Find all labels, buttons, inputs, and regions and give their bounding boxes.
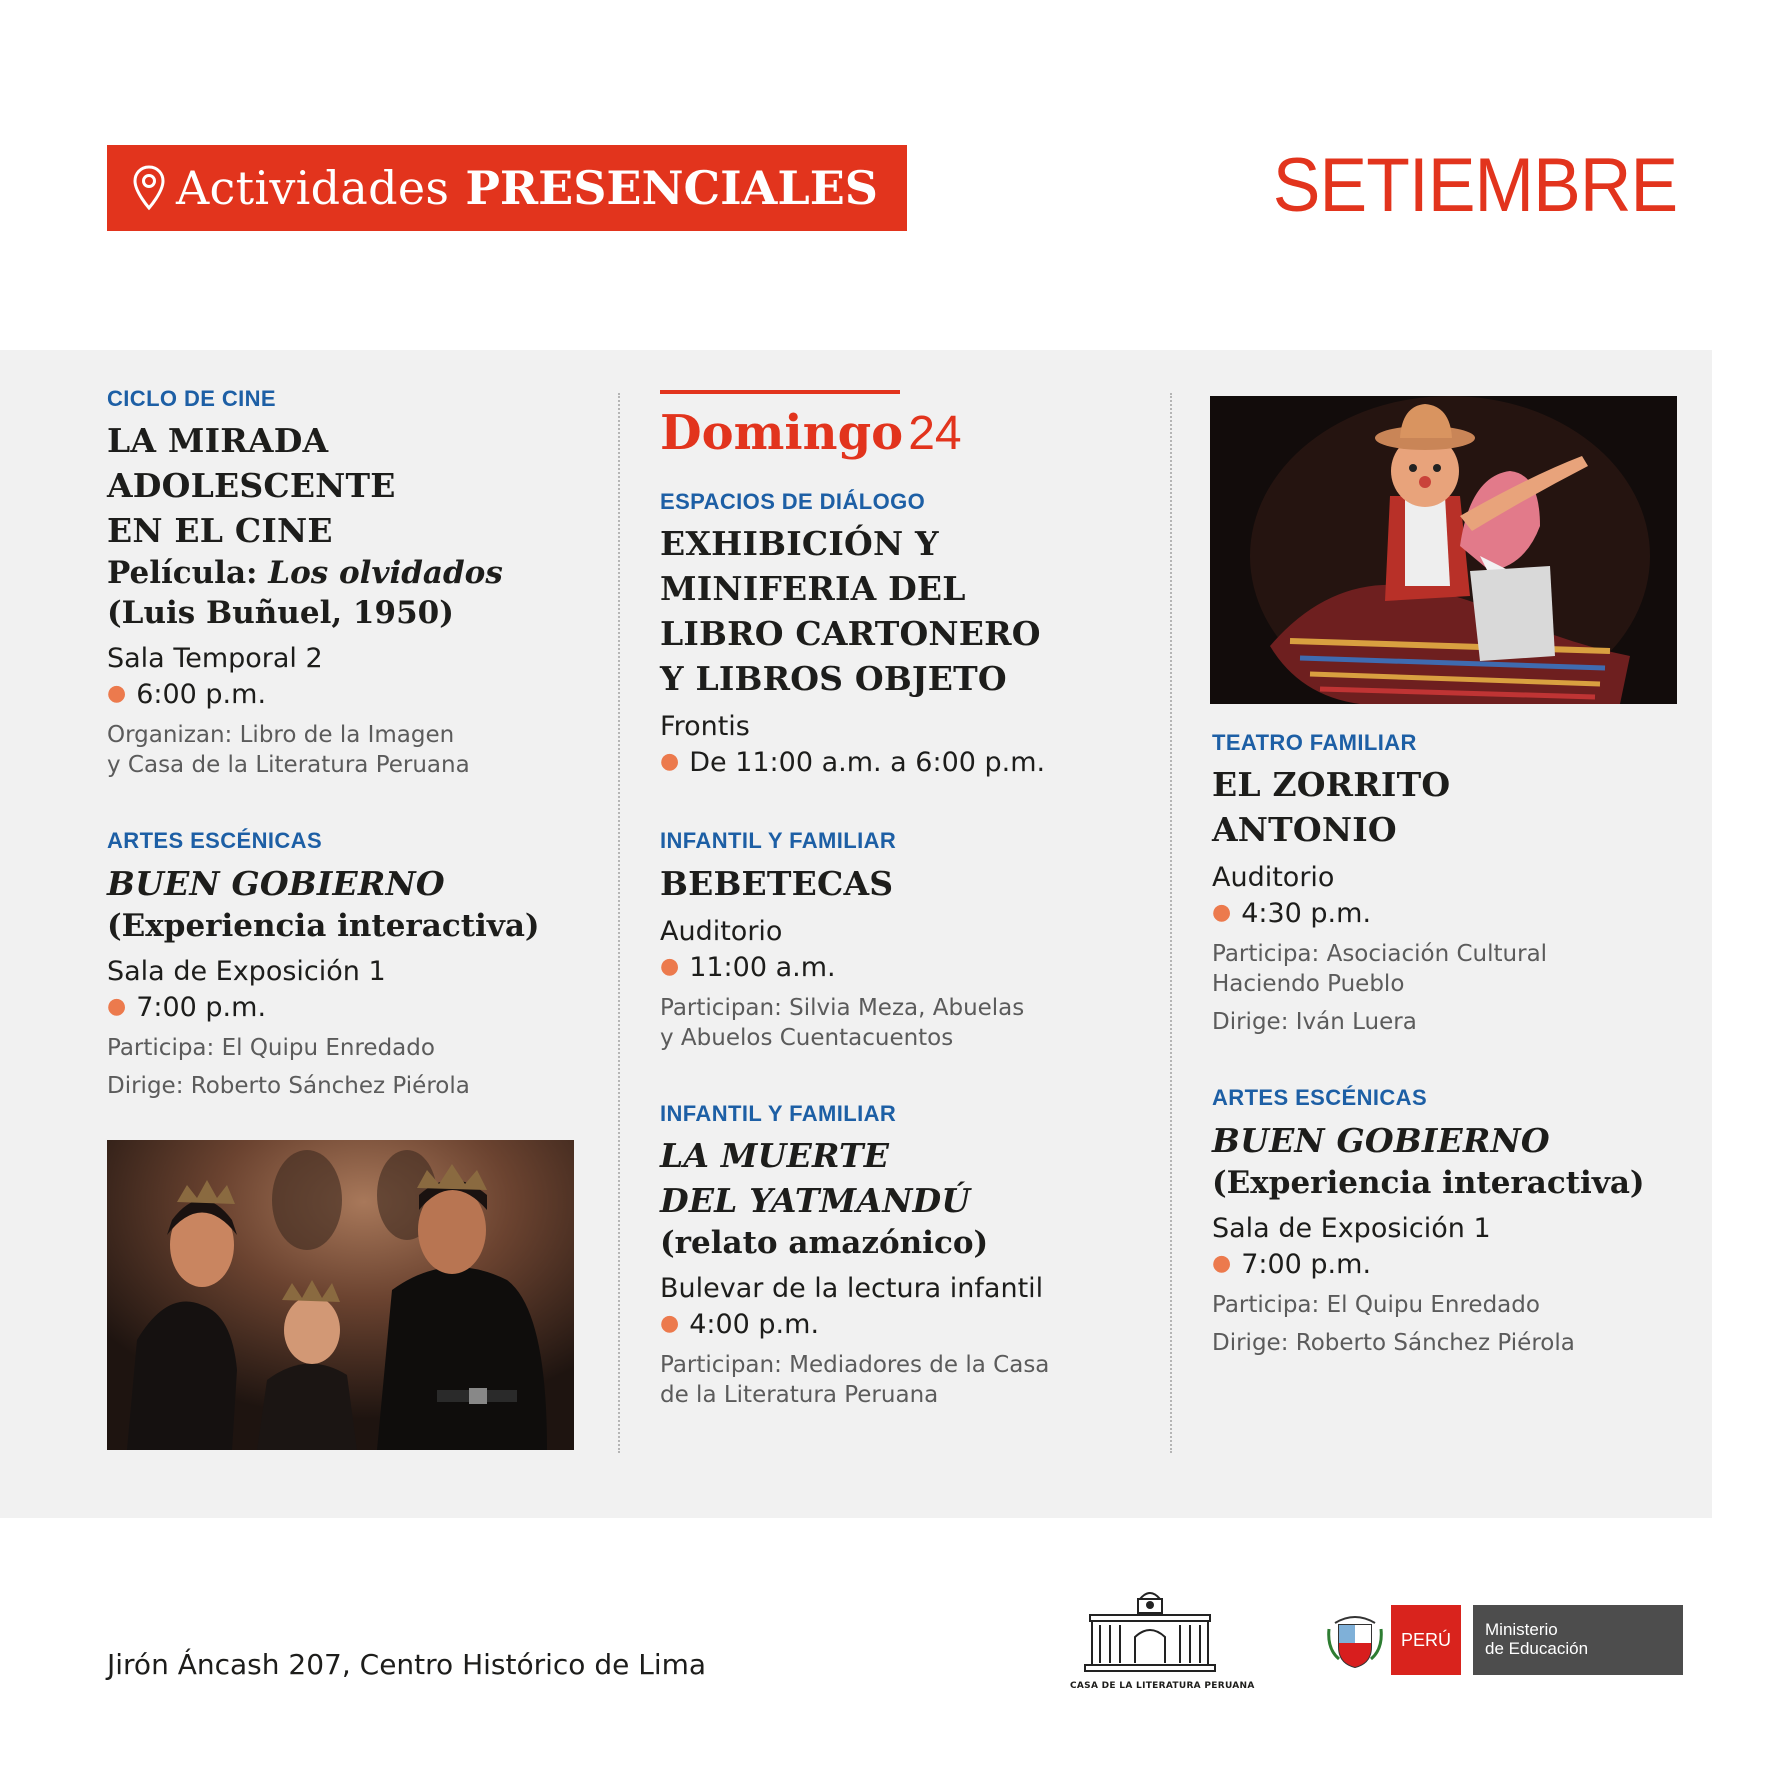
event-time (660, 1306, 1160, 1342)
event-film (107, 553, 607, 593)
event-title: BUEN GOBIERNO (107, 863, 445, 903)
peru-coat-of-arms-icon (1325, 1609, 1385, 1671)
event-title-line: LA MIRADA (107, 421, 329, 461)
event-place: Auditorio (660, 915, 783, 947)
film-prefix: Película: (107, 555, 269, 592)
casa-literatura-building-icon (1080, 1585, 1220, 1675)
event-yatmandu (660, 1101, 1160, 1410)
event-title-line: Y LIBROS OBJETO (660, 659, 1007, 699)
section-badge (107, 145, 907, 231)
event-time-text: 7:00 p.m. (1241, 1248, 1372, 1280)
event-place: Sala Temporal 2 (107, 643, 323, 675)
badge-light-text: Actividades (176, 161, 450, 215)
day-word: Domingo (660, 405, 904, 461)
event-title: BUEN GOBIERNO (1212, 1120, 1550, 1160)
event-category: CICLO DE CINE (107, 386, 276, 411)
event-title-line: MINIFERIA DEL (660, 569, 966, 609)
event-time (1212, 1246, 1692, 1282)
event-participa: Participa: El Quipu Enredado (107, 1034, 435, 1061)
day-number: 24 (908, 407, 962, 460)
peru-label: PERÚ (1391, 1605, 1461, 1675)
event-dirige: Dirige: Roberto Sánchez Piérola (107, 1072, 470, 1099)
buen-gobierno-photo (107, 1140, 574, 1450)
event-dirige: Dirige: Iván Luera (1212, 1009, 1417, 1036)
event-title-line: EXHIBICIÓN Y (660, 524, 939, 564)
event-title: BEBETECAS (660, 863, 894, 903)
ministry-line: de Educación (1485, 1639, 1589, 1658)
casa-literatura-logo (1070, 1585, 1255, 1691)
event-category: ARTES ESCÉNICAS (1212, 1085, 1428, 1111)
event-title-line: ADOLESCENTE (107, 466, 396, 506)
event-subtitle: (Experiencia interactiva) (1212, 1164, 1645, 1201)
event-time-text: De 11:00 a.m. a 6:00 p.m. (689, 747, 1046, 779)
event-category: INFANTIL Y FAMILIAR (660, 1100, 897, 1126)
event-place: Sala de Exposición 1 (1212, 1212, 1491, 1244)
ministry-line: Ministerio (1485, 1620, 1558, 1639)
bullet-icon: ● (107, 681, 127, 707)
event-title-line: DEL YATMANDÚ (660, 1181, 971, 1221)
day-heading (660, 406, 1160, 471)
bullet-icon: ● (1212, 900, 1232, 926)
event-place: Auditorio (1212, 862, 1335, 894)
event-time (107, 676, 607, 712)
event-time (660, 949, 1160, 985)
event-note: Participan: Silvia Meza, Abuelas (660, 994, 1025, 1021)
event-place: Sala de Exposición 1 (107, 955, 386, 987)
event-time-text: 4:00 p.m. (689, 1309, 820, 1341)
event-cartonero (660, 489, 1160, 780)
event-time-text: 6:00 p.m. (136, 679, 267, 711)
event-subtitle: (Experiencia interactiva) (107, 907, 540, 944)
event-note: Haciendo Pueblo (1212, 971, 1405, 998)
event-buen-gobierno-2 (1212, 1085, 1692, 1357)
event-title-line: ANTONIO (1212, 810, 1397, 850)
casa-logo-text: CASA DE LA LITERATURA PERUANA (1070, 1681, 1255, 1691)
column-divider (618, 393, 620, 1453)
event-time (1212, 895, 1692, 931)
film-credit: (Luis Buñuel, 1950) (107, 595, 454, 632)
event-title-line: EL ZORRITO (1212, 765, 1451, 805)
event-title-line: LIBRO CARTONERO (660, 614, 1041, 654)
column-3 (1212, 730, 1692, 1358)
ministerio-logo (1325, 1605, 1683, 1675)
event-zorrito (1212, 730, 1692, 1037)
event-subtitle: (relato amazónico) (660, 1225, 989, 1262)
bullet-icon: ● (1212, 1250, 1232, 1276)
bullet-icon: ● (660, 1311, 680, 1337)
event-place: Frontis (660, 711, 750, 743)
event-buen-gobierno (107, 828, 607, 1100)
event-category: ESPACIOS DE DIÁLOGO (660, 489, 926, 514)
event-place: Bulevar de la lectura infantil (660, 1273, 1044, 1305)
event-bebetecas (660, 828, 1160, 1052)
event-note: y Casa de la Literatura Peruana (107, 752, 470, 779)
event-note: Participa: Asociación Cultural (1212, 941, 1548, 968)
day-rule (660, 390, 900, 394)
ministry-box (1473, 1605, 1683, 1675)
badge-bold-text: PRESENCIALES (465, 161, 878, 215)
event-note: Participan: Mediadores de la Casa (660, 1352, 1050, 1379)
column-2 (660, 390, 1160, 1410)
zorrito-antonio-photo (1210, 396, 1677, 704)
event-title-line: LA MUERTE (660, 1136, 890, 1176)
month-title: SETIEMBRE (1272, 143, 1677, 228)
event-category: ARTES ESCÉNICAS (107, 828, 323, 854)
event-note: y Abuelos Cuentacuentos (660, 1024, 954, 1051)
bullet-icon: ● (660, 749, 680, 775)
event-time-text: 11:00 a.m. (689, 951, 836, 983)
event-time-text: 7:00 p.m. (136, 991, 267, 1023)
event-category: TEATRO FAMILIAR (1212, 730, 1417, 755)
column-1 (107, 386, 607, 1101)
event-participa: Participa: El Quipu Enredado (1212, 1291, 1540, 1318)
event-time (107, 989, 607, 1025)
event-title-line: EN EL CINE (107, 511, 333, 551)
event-cine (107, 386, 607, 780)
event-category: INFANTIL Y FAMILIAR (660, 828, 897, 854)
event-dirige: Dirige: Roberto Sánchez Piérola (1212, 1329, 1575, 1356)
bullet-icon: ● (660, 953, 680, 979)
column-divider (1170, 393, 1172, 1453)
event-note: Organizan: Libro de la Imagen (107, 722, 455, 749)
film-name: Los olvidados (268, 555, 503, 592)
event-time-text: 4:30 p.m. (1241, 898, 1372, 930)
event-time (660, 744, 1160, 780)
location-pin-icon (132, 164, 166, 212)
bullet-icon: ● (107, 993, 127, 1019)
event-note: de la Literatura Peruana (660, 1382, 939, 1409)
address: Jirón Áncash 207, Centro Histórico de Lima (107, 1648, 707, 1681)
